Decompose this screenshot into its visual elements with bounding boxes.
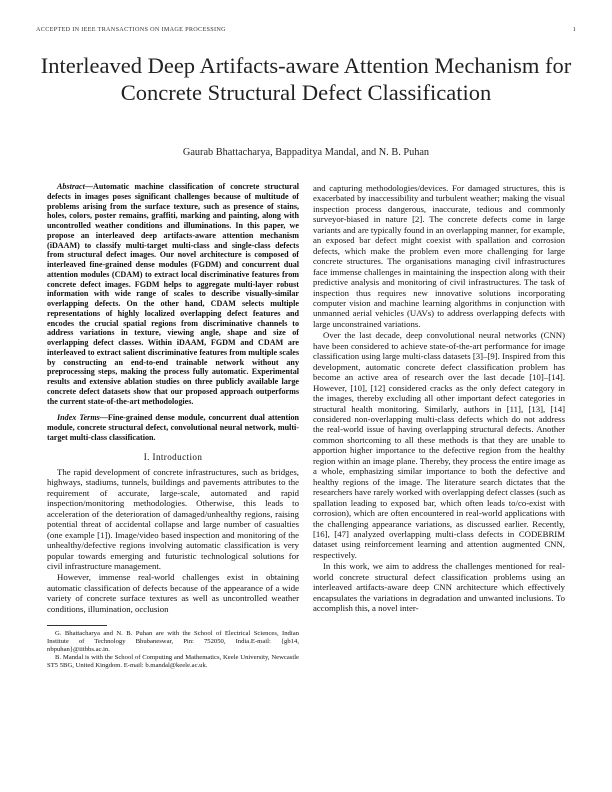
author-list: Gaurab Bhattacharya, Bappaditya Mandal, and N. B. Puhan (182, 147, 430, 158)
running-head: ACCEPTED IN IEEE TRANSACTIONS ON IMAGE PROCESSING (36, 26, 226, 33)
intro-paragraph-3: Over the last decade, deep convolutional neural networks (CNN) have been considered to achieve state-of-the-art performance for image classification using large multi-class datasets [3]–[9]. Inspired from this development, automatic concrete defect classification problem has become an active area of research over the last decade [10]–[14]. However, [10], [12] considered cracks as the only defect category in the images, thereby excluding all other important defect categories in structural health monitoring. Similarly, authors in [11], [13], [14] considered non-overlapping multi-class defects which do not address the real-world issue of having overlapping structural defects. Another common shortcoming to all these methods is that they are unable to apportion higher importance to the defective region from the healthy region within an image plane. Thereby, they process the entire image as a whole, emphasizing similar importance to both the defective and healthy regions of the image. The literature search dictates that the researchers have rarely worked with overlapping defect classes (such as spallation leading to exposed bar, which often leads to/co-exist with corrosion), which are often encountered in real-world applications with the challenging appearance variations, as discussed earlier. Recently, [16], [47] analyzed overlapping multi-class defects in CODEBRIM dataset using reinforcement learning and attention augmented CNN, respectively. (313, 330, 565, 560)
index-terms-label: Index Terms (57, 413, 100, 423)
abstract-text: —Automatic machine classification of concrete structural defects in images poses significant challenges because of multitude of problems arising from the surface texture, such as presence of stains, holes, colors, poster remains, graffiti, marking and painting, along with uncontrolled weather conditions and illuminations. In this paper, we propose an interleaved deep artifacts-aware attention mechanism (iDAAM) to classify multi-target multi-class and single-class defects from structural defect images. Our novel architecture is composed of interleaved fine-grained dense modules (FGDM) and concurrent dual attention modules (CDAM) to extract local discriminative features from concrete defect images. FGDM helps to aggregate multi-layer robust information with wide range of scales to describe visually-similar overlapping defects. On the other hand, CDAM selects multiple representations of highly localized overlapping defect features and encodes the crucial spatial regions from discriminative channels to address variations in texture, viewing angle, shape and size of overlapping defect classes. Within iDAAM, FGDM and CDAM are interleaved to extract salient discriminative features from multiple scales by constructing an end-to-end trainable network without any preprocessing steps, making the process fully automatic. Experimental results and extensive ablation studies on three publicly available large concrete defect datasets show that our proposed approach outperforms the current state-of-the-art methodologies. (47, 182, 299, 406)
index-terms (47, 413, 299, 442)
left-column (47, 182, 299, 670)
right-column (313, 183, 565, 615)
intro-paragraph-2: However, immense real-world challenges exist in obtaining automatic classification of defects because of the appearance of a wide variety of concrete surface textures as well as uncontrolled weather conditions, illumination, occlusion (47, 572, 299, 614)
abstract-label: Abstract (57, 182, 85, 191)
abstract (47, 182, 299, 406)
footnote (47, 630, 299, 669)
page-number: 1 (572, 26, 576, 33)
intro-paragraph-1: The rapid development of concrete infrastructures, such as bridges, highways, stadiums, tunnels, buildings and pavements attributes to the requirement of accurate, large-scale, automated and rapid inspection/monitoring methodologies. Otherwise, this leads to acceleration of the deterioration of damaged/unhealthy regions, raising potential threat of accidental collapse and large number of casualties (one example [1]). Image/video based inspection and monitoring of the unhealthy/defective regions involving automatic classification is very popular towards emerging and futuristic technological solutions for civil infrastructure management. (47, 466, 299, 572)
section-heading-introduction: I. Introduction (143, 451, 203, 462)
intro-paragraph-continued: and capturing methodologies/devices. For damaged structures, this is exacerbated by inaccessibility and turbulent weather; making the visual inspection process dangerous, inaccurate, tedious and commonly surveyor-biased in nature [2]. The concrete defects come in large variants and are typically found in an overlapping manner, for example, an exposed bar defect might coexist with spallation and corrosion defects, which make the problem even more challenging for large concrete structures. The organisations managing civil infrastructures face immense challenges in maintaining the inspection along with their predictive analysis and monitoring of civil infrastructures. The task of inspection thus requires new innovative solutions incorporating computer vision and machine learning algorithms in conjunction with unmanned aerial vehicles (UAVs) to address overlapping defects with large unconstrained variations. (313, 183, 565, 329)
footnote-rule (47, 625, 107, 626)
footnote-affiliation-2: B. Mandal is with the School of Computing and Mathematics, Keele University, Newcastle ST5 5BG, United Kingdom. E-mail: b.mandal@keele.ac.uk. (47, 653, 299, 669)
index-terms-text: —Fine-grained dense module, concurrent dual attention module, concrete structural defect, convolutional neural network, multi-target multi-class classification. (47, 413, 299, 442)
footnote-affiliation-1: G. Bhattacharya and N. B. Puhan are with the School of Electrical Sciences, Indian Institute of Technology Bhubaneswar, Pin: 752050, India.E-mail: {gb14, nbpuhan}@iitbbs.ac.in. (47, 630, 299, 653)
paper-title: Interleaved Deep Artifacts-aware Attention Mechanism for Concrete Structural Defect Classification (40, 53, 572, 105)
intro-paragraph-4: In this work, we aim to address the challenges mentioned for real-world concrete structural defect classification problems using an interleaved artifacts-aware deep CNN architecture which effectively encapsulates the variations in degradation and unwanted inclusions. To accomplish this, a novel inter- (313, 561, 565, 614)
